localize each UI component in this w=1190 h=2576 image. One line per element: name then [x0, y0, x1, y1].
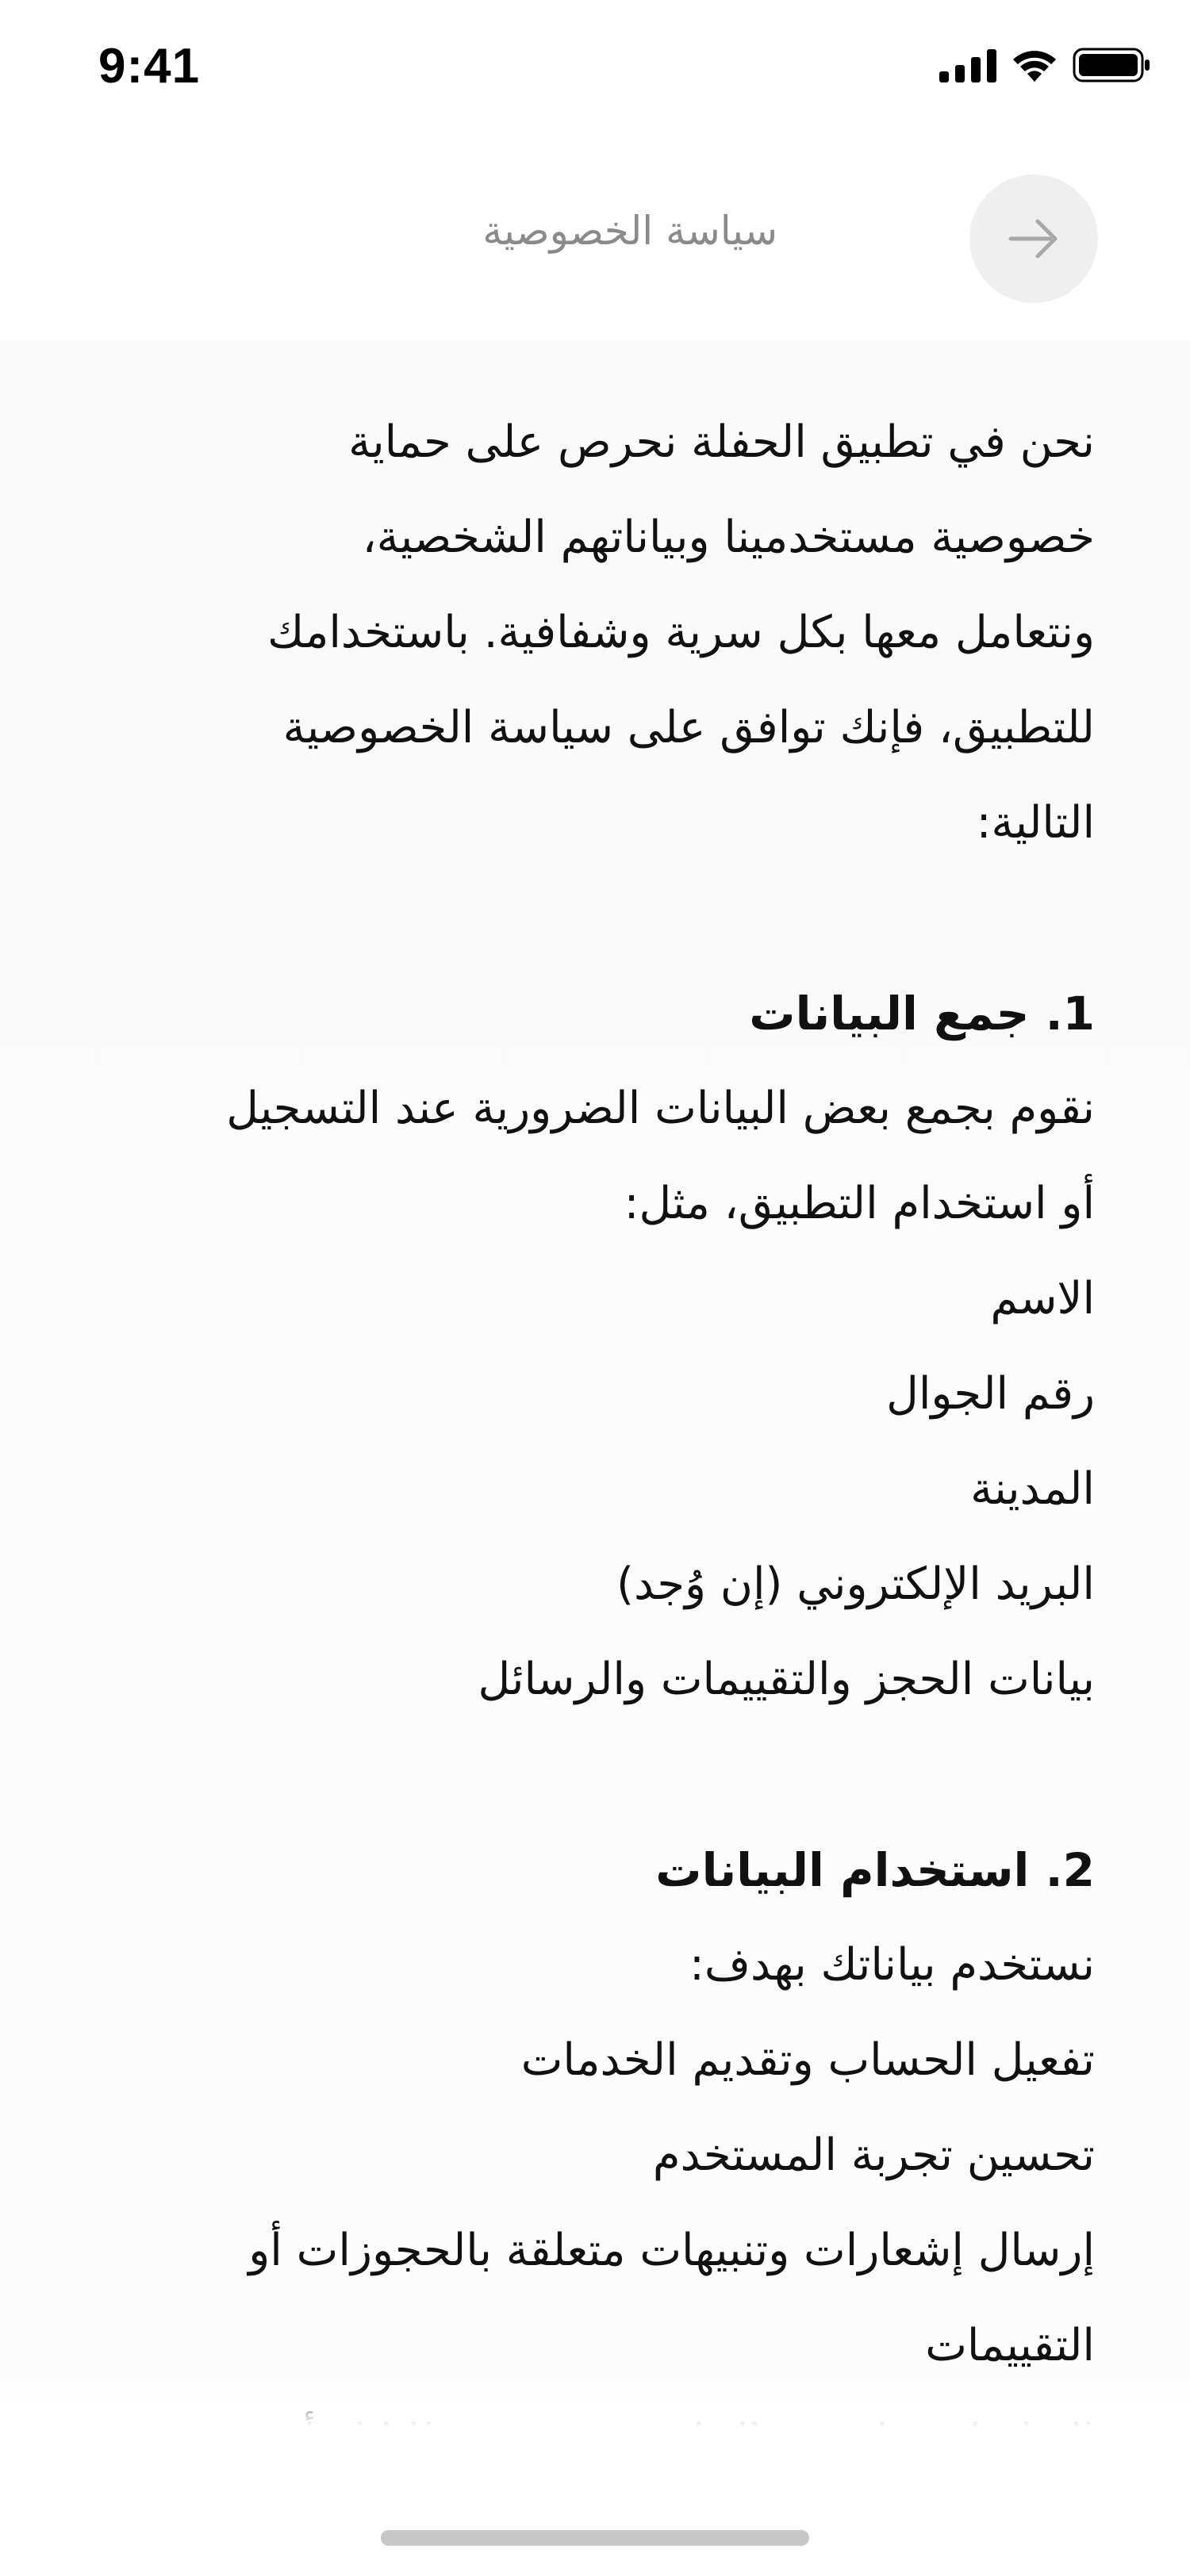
content-scroll-area[interactable] — [0, 341, 1190, 2427]
cellular-signal-icon — [939, 48, 996, 82]
spacer — [87, 1727, 1095, 1823]
intro-line: خصوصية مستخدمينا وبياناتهم الشخصية، — [362, 512, 1095, 563]
list-item: تفعيل الحساب وتقديم الخدمات — [520, 2034, 1095, 2086]
home-indicator[interactable] — [381, 2530, 809, 2546]
intro-line: نحن في تطبيق الحفلة نحرص على حماية — [348, 416, 1095, 468]
back-button[interactable] — [969, 174, 1098, 303]
list-item: رقم الجوال — [886, 1368, 1095, 1420]
section-intro-line: أو استخدام التطبيق، مثل: — [624, 1178, 1095, 1229]
list-item: المدينة — [970, 1463, 1095, 1515]
page-title: سياسة الخصوصية — [482, 208, 777, 254]
list-item: بيانات الحجز والتقييمات والرسائل — [478, 1654, 1095, 1705]
status-time: 9:41 — [98, 39, 201, 94]
list-item: تحسين تجربة المستخدم — [652, 2129, 1095, 2181]
status-bar — [0, 0, 1190, 135]
arrow-right-icon — [1006, 215, 1061, 263]
battery-icon — [1073, 46, 1152, 84]
footer — [0, 2427, 1190, 2576]
list-item: إرسال إشعارات وتنبيهات متعلقة بالحجوزات أو — [248, 2225, 1095, 2276]
scroll-fade — [0, 2371, 1190, 2427]
section-heading-data-usage: 2. استخدام البيانات — [655, 1843, 1095, 1897]
list-item: البريد الإلكتروني (إن وُجد) — [616, 1558, 1095, 1610]
section-heading-data-collection: 1. جمع البيانات — [749, 987, 1095, 1041]
intro-line: للتطبيق، فإنك توافق على سياسة الخصوصية — [282, 702, 1095, 753]
privacy-policy-content — [87, 395, 1095, 2489]
header — [0, 135, 1190, 341]
section-intro-line: نقوم بجمع بعض البيانات الضرورية عند التسجيل — [226, 1083, 1095, 1134]
intro-line: التالية: — [976, 797, 1095, 849]
list-item: الاسم — [990, 1273, 1095, 1324]
section-intro-line: نستخدم بياناتك بهدف: — [689, 1939, 1095, 1991]
status-icons — [939, 46, 1152, 84]
intro-line: ونتعامل معها بكل سرية وشفافية. باستخدامك — [267, 607, 1095, 658]
spacer — [87, 871, 1095, 966]
list-item: التقييمات — [925, 2320, 1095, 2371]
wifi-icon — [1011, 47, 1058, 83]
